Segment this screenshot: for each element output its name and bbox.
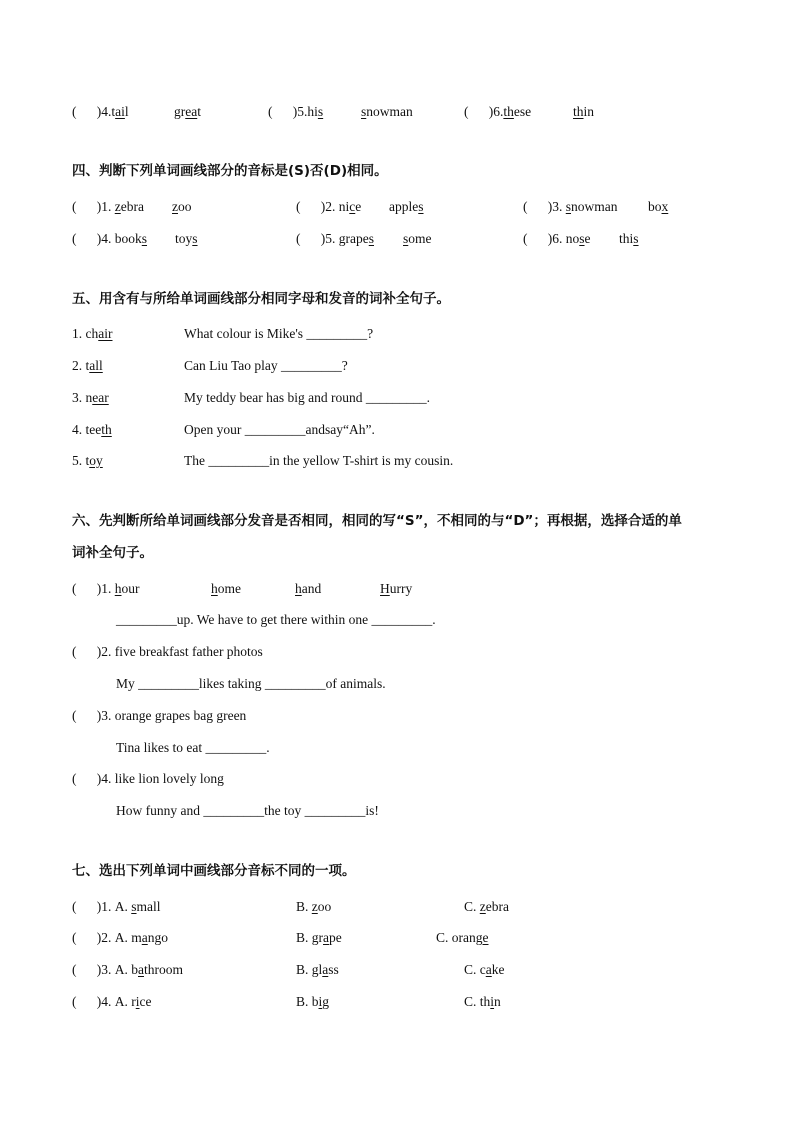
s5-sentence-4: Open your _________andsay“Ah”.: [184, 422, 375, 437]
answer-paren[interactable]: ( ): [72, 962, 102, 977]
word: this: [619, 231, 639, 246]
item-number: 4: [101, 104, 108, 119]
answer-paren[interactable]: ( ): [523, 199, 553, 214]
s5-sentence-1: What colour is Mike's _________?: [184, 326, 374, 341]
answer-paren[interactable]: ( ): [72, 199, 102, 214]
answer-paren[interactable]: ( ): [72, 581, 102, 596]
word: Hurry: [380, 581, 413, 596]
s6-q1: ( )1. hour: [72, 581, 140, 596]
option-b[interactable]: B. big: [296, 994, 330, 1009]
answer-paren[interactable]: ( ): [72, 994, 102, 1009]
answer-paren[interactable]: ( ): [72, 644, 102, 659]
s5-sentence-5: The _________in the yellow T-shirt is my cousin.: [184, 453, 454, 468]
answer-paren[interactable]: ( ): [464, 104, 494, 119]
word: some: [403, 231, 432, 246]
s6-q3-sentence: Tina likes to eat _________.: [116, 740, 270, 755]
answer-paren[interactable]: ( ): [72, 930, 102, 945]
option-b[interactable]: B. grape: [296, 930, 342, 945]
s4-item-1: ( )1. zebra: [72, 199, 144, 214]
answer-paren[interactable]: ( ): [72, 708, 102, 723]
answer-paren[interactable]: ( ): [523, 231, 553, 246]
option-c[interactable]: C. thin: [464, 994, 501, 1009]
s5-sentence-2: Can Liu Tao play _________?: [184, 358, 348, 373]
s4-item-2: ( )2. nice: [296, 199, 362, 214]
answer-paren[interactable]: ( ): [72, 231, 102, 246]
s4-item-5: ( )5. grapes: [296, 231, 374, 246]
s6-q4-sentence: How funny and _________the toy _________is!: [116, 803, 379, 818]
word: his: [307, 104, 324, 119]
section-6-title-line2: 词补全句子。: [72, 545, 153, 561]
s5-word-5: 5. toy: [72, 453, 103, 468]
word: home: [211, 581, 241, 596]
word: zoo: [172, 199, 192, 214]
answer-paren[interactable]: ( ): [72, 899, 102, 914]
word: box: [648, 199, 669, 214]
s5-word-1: 1. chair: [72, 326, 113, 341]
s4-item-4: ( )4. books: [72, 231, 148, 246]
s6-q2-sentence: My _________likes taking _________of animals.: [116, 676, 386, 691]
option-c[interactable]: C. cake: [464, 962, 505, 977]
top-item-5: ( )5.his: [268, 104, 324, 119]
word: thin: [573, 104, 595, 119]
section-5-title: 五、用含有与所给单词画线部分相同字母和发音的词补全句子。: [72, 291, 450, 307]
option-c[interactable]: C. orange: [436, 930, 489, 945]
section-6-title-line1: 六、先判断所给单词画线部分发音是否相同，相同的写“S”，不相同的与“D”；再根据，选择合适的单: [72, 513, 682, 529]
s7-q3: ( )3. A. bathroom: [72, 962, 183, 977]
answer-paren[interactable]: ( ): [296, 199, 326, 214]
s6-q3: ( )3. orange grapes bag green: [72, 708, 247, 723]
s4-item-3: ( )3. snowman: [523, 199, 618, 214]
top-item-6: ( )6.these: [464, 104, 532, 119]
word: toys: [175, 231, 198, 246]
word: great: [174, 104, 201, 119]
s5-word-2: 2. tall: [72, 358, 103, 373]
answer-paren[interactable]: ( ): [296, 231, 326, 246]
section-7-title: 七、选出下列单词中画线部分音标不同的一项。: [72, 863, 356, 879]
item-number: 6: [493, 104, 500, 119]
option-b[interactable]: B. zoo: [296, 899, 332, 914]
s4-item-6: ( )6. nose: [523, 231, 591, 246]
answer-paren[interactable]: ( ): [72, 104, 102, 119]
word: snowman: [361, 104, 413, 119]
answer-paren[interactable]: ( ): [72, 771, 102, 786]
s5-word-3: 3. near: [72, 390, 109, 405]
s5-sentence-3: My teddy bear has big and round _________.: [184, 390, 430, 405]
answer-paren[interactable]: ( ): [268, 104, 298, 119]
item-number: 5: [297, 104, 304, 119]
s7-q1: ( )1. A. small: [72, 899, 161, 914]
option-b[interactable]: B. glass: [296, 962, 339, 977]
s6-q4: ( )4. like lion lovely long: [72, 771, 224, 786]
word: these: [503, 104, 532, 119]
word: hand: [295, 581, 322, 596]
s7-q4: ( )4. A. rice: [72, 994, 152, 1009]
section-4-title: 四、判断下列单词画线部分的音标是(S)否(D)相同。: [72, 163, 388, 179]
s5-word-4: 4. teeth: [72, 422, 112, 437]
word: tail: [111, 104, 129, 119]
s6-q1-sentence: _________up. We have to get there within one _________.: [116, 612, 436, 627]
word: apples: [389, 199, 424, 214]
s6-q2: ( )2. five breakfast father photos: [72, 644, 263, 659]
top-item-4: ( )4.tail: [72, 104, 129, 119]
s7-q2: ( )2. A. mango: [72, 930, 168, 945]
option-c[interactable]: C. zebra: [464, 899, 509, 914]
